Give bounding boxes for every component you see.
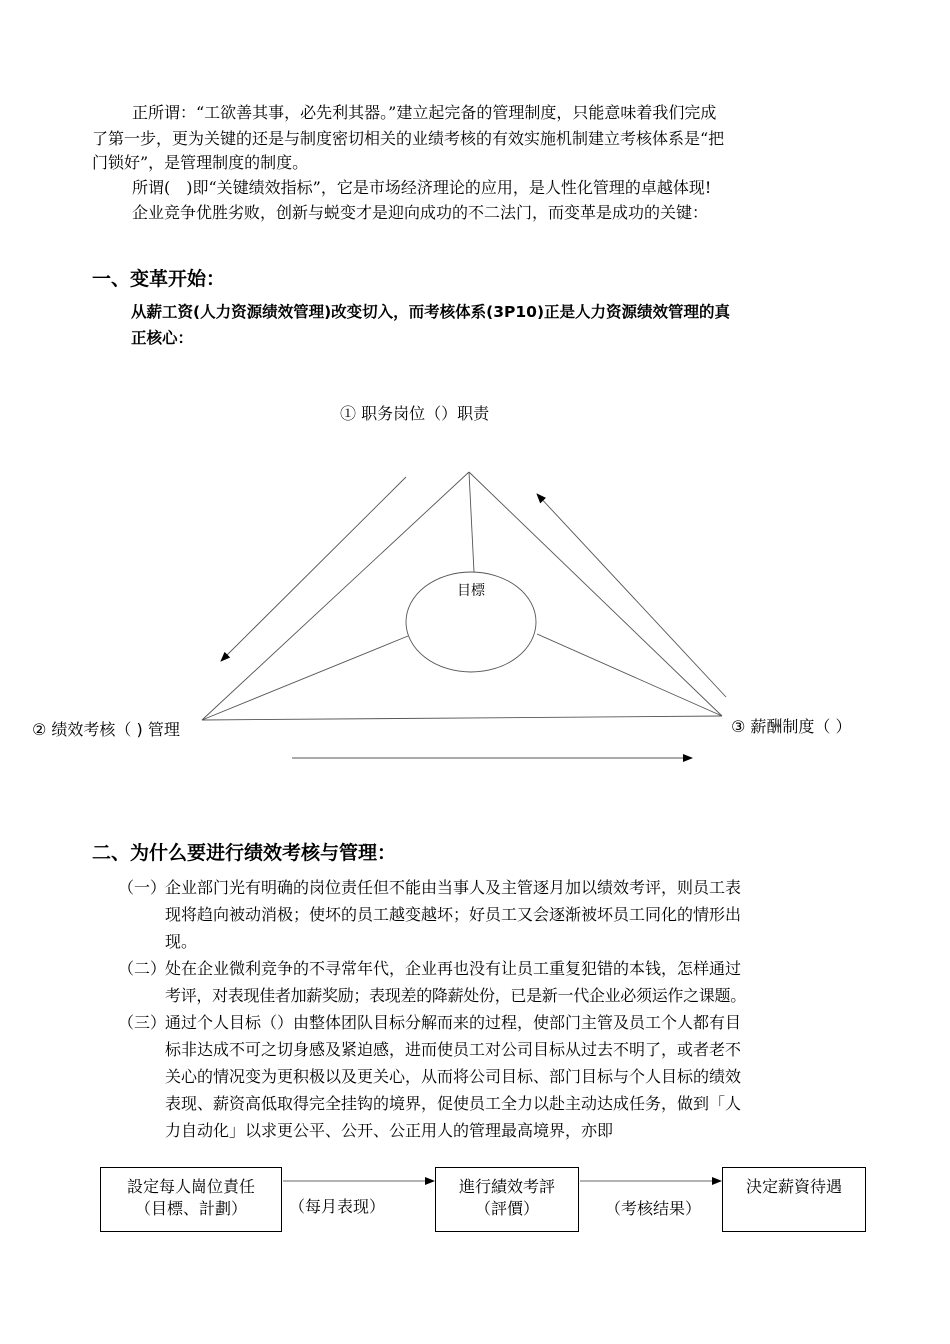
diagram-right-label: ③ 薪酬制度（ ） [731,717,852,736]
section1-heading: 一、变革开始： [92,268,226,290]
flow-box-set-responsibility: 設定每人崗位責任 （目標、計劃） [100,1167,282,1232]
flow-box-decide-salary: 決定薪資待遇 [722,1167,866,1232]
intro-line-4: 所谓( )即“关键绩效指标”，它是市场经济理论的应用，是人性化管理的卓越体现! [132,178,712,197]
diagram-top-label: ① 职务岗位（）职责 [340,404,490,423]
flow-connector-results: （考核结果） [605,1199,702,1218]
intro-line-1: 正所谓：“工欲善其事，必先利其器。”建立起完备的管理制度，只能意味着我们完成 [132,103,717,122]
list-item-number: （三） [118,1013,167,1032]
section1-subtitle-line-2: 正核心： [131,329,194,347]
flow-box-performance-review: 進行績效考評 （評價） [435,1167,579,1232]
section2-heading: 二、为什么要进行绩效考核与管理： [92,842,397,864]
list-item-text: 通过个人目标（）由整体团队目标分解而来的过程，使部门主管及员工个人都有目 标非达成不可之切身感及紧迫感，进而使员工对公司目标从过去不明了，或者老不 关心的情况变为更积极以及更关心，从而将公司目标、部门目标与个人目标的绩效 表现、薪资高低取得完全挂钩的境界，促使员工全力以赴主动达成任务，做到「人 力自动化」以求更公平、公开、公正用人的管理最高境界，亦即 [165,1013,742,1140]
diagram-left-label: ② 绩效考核（ ) 管理 [32,720,180,739]
intro-line-5: 企业竞争优胜劣败，创新与蜕变才是迎向成功的不二法门，而变革是成功的关键： [132,203,709,222]
list-item-number: （一） [118,878,167,897]
section1-subtitle-line-1: 从薪工资(人力资源绩效管理)改变切入，而考核体系(3P10)正是人力资源绩效管理的真 [131,303,731,321]
list-item-text: 企业部门光有明确的岗位责任但不能由当事人及主管逐月加以绩效考评，则员工表 现将趋向被动消极；使坏的员工越变越坏；好员工又会逐渐被坏员工同化的情形出 现。 [165,878,742,951]
list-item-number: （二） [118,959,167,978]
list-item-text: 处在企业微利竞争的不寻常年代，企业再也没有让员工重复犯错的本钱，怎样通过 考评，对表现佳者加薪奖励；表现差的降薪处份，已是新一代企业必须运作之课题。 [165,959,746,1005]
intro-line-3: 门锁好”，是管理制度的制度。 [92,153,309,172]
intro-line-2: 了第一步，更为关键的还是与制度密切相关的业绩考核的有效实施机制建立考核体系是“把 [92,129,725,148]
flow-connector-monthly: （每月表现） [289,1197,386,1216]
diagram-center-label: 目標 [457,583,485,599]
